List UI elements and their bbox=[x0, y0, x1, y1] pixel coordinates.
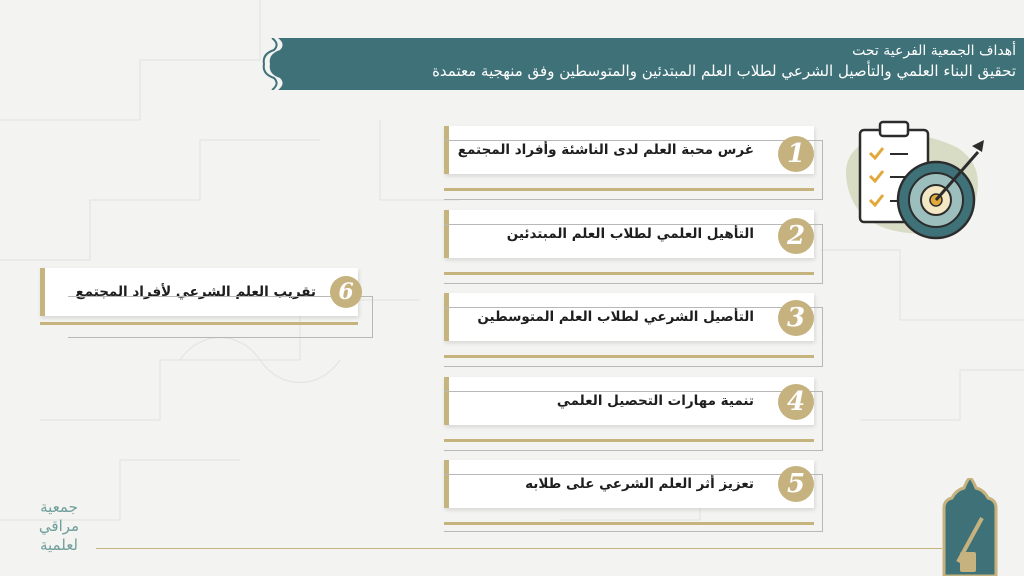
card-bracket bbox=[444, 224, 823, 284]
header-banner bbox=[258, 38, 1024, 90]
goal-text: التأهيل العلمي لطلاب العلم المبتدئين bbox=[506, 226, 754, 242]
checklist-target-icon bbox=[838, 118, 998, 248]
goal-text: تقريب العلم الشرعي لأفراد المجتمع bbox=[75, 284, 316, 300]
card-bracket bbox=[68, 296, 373, 338]
goal-number-5: 5 bbox=[778, 466, 814, 502]
scroll-frame-icon bbox=[938, 478, 1002, 576]
goal-number-3: 3 bbox=[778, 300, 814, 336]
header-subtitle: أهداف الجمعية الفرعية تحت bbox=[852, 43, 1016, 59]
goal-number-4: 4 bbox=[778, 384, 814, 420]
goal-number-1: 1 bbox=[778, 136, 814, 172]
goal-text: التأصيل الشرعي لطلاب العلم المتوسطين bbox=[477, 309, 754, 325]
header-title: تحقيق البناء العلمي والتأصيل الشرعي لطلاب العلم المبتدئين والمتوسطين وفق منهجية معتمدة bbox=[432, 62, 1016, 80]
goal-number-6: 6 bbox=[330, 276, 362, 308]
logo-line-3: لعلمية bbox=[39, 536, 78, 554]
card-bracket bbox=[444, 391, 823, 451]
card-accent bbox=[40, 268, 45, 316]
card-bracket bbox=[444, 307, 823, 367]
goal-number-2: 2 bbox=[778, 218, 814, 254]
footer-divider bbox=[96, 548, 942, 549]
goal-text: تنمية مهارات التحصيل العلمي bbox=[556, 393, 754, 409]
goal-text: تعزيز أثر العلم الشرعي على طلابه bbox=[525, 476, 754, 492]
goal-text: غرس محبة العلم لدى الناشئة وأفراد المجتمع bbox=[457, 142, 754, 158]
card-bracket bbox=[444, 474, 823, 532]
card-bracket bbox=[444, 140, 823, 200]
logo bbox=[24, 498, 94, 555]
logo-line-1: جمعية bbox=[40, 498, 78, 516]
logo-line-2: مراقي bbox=[38, 517, 80, 535]
